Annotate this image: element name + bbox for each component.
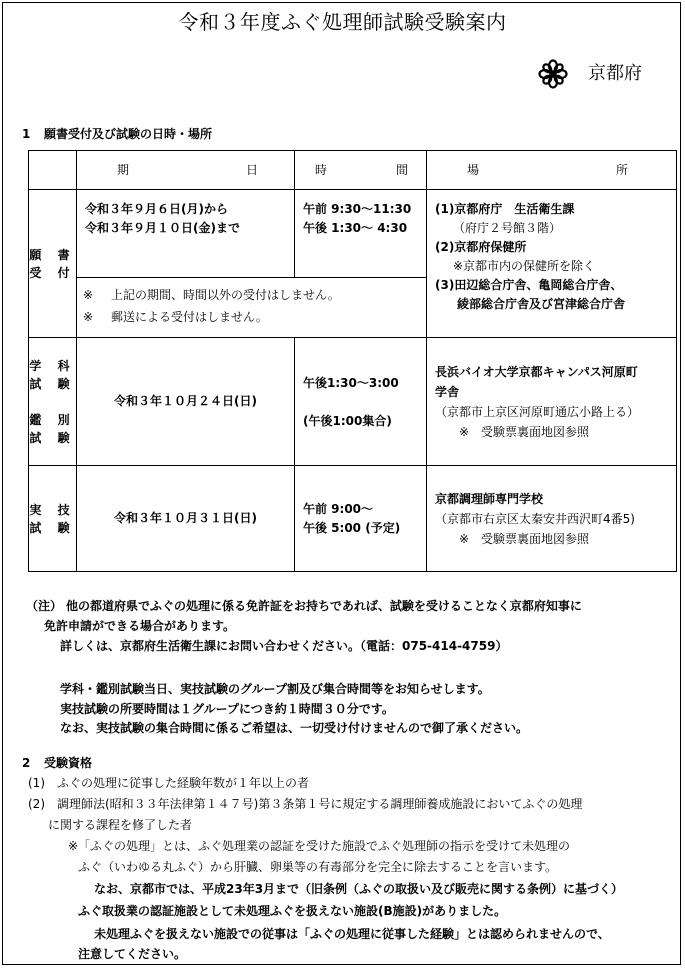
section-2-number: 2: [22, 756, 31, 770]
practical-times: 午前 9:00～ 午後 5:00 (予定): [295, 466, 427, 572]
table-row-application: [29, 190, 677, 278]
application-notes: ※ 上記の期間、時間以外の受付はしません。 ※ 郵送による受付はしません。: [77, 278, 427, 338]
header-place: 場 所: [427, 151, 677, 190]
header-time: 時 間: [295, 151, 427, 190]
qualification-item: (2) 調理師法(昭和３３年法律第１４７号)第３条第１号に規定する調理師養成施設においてふぐの処理: [28, 797, 583, 811]
organization-name: 京都府: [588, 63, 642, 84]
qualification-item: (1) ふぐの処理に従事した経験年数が１年以上の者: [28, 776, 310, 790]
header-date: 期 日: [77, 151, 295, 190]
practical-places: 京都調理師専門学校 （京都市右京区太秦安井西沢町4番5) ※ 受験票裏面地図参照: [427, 466, 677, 572]
kyoto-emblem-icon: [538, 59, 568, 89]
written-places: 長浜バイオ大学京都キャンパス河原町 学舎 （京都市上京区河原町通広小路上る） ※ 受験票裏面地図参照: [427, 338, 677, 466]
document-title: 令和３年度ふぐ処理師試験受験案内: [178, 10, 507, 34]
written-date: 令和３年１０月２４日(日): [77, 338, 295, 466]
section-1-number: 1: [22, 127, 31, 141]
row-label-practical: 実 技 試 験: [29, 466, 77, 572]
row-label-written: 学 科 試 験 鑑 別 試 験: [29, 338, 77, 466]
application-times: 午前 9:30～11:30 午後 1:30～ 4:30: [295, 190, 427, 278]
notice-line: なお、実技試験の集合時間に係るご希望は、一切受け付けませんので御了承ください。: [60, 721, 529, 735]
table-row-written: [29, 338, 677, 466]
section-2-heading: [22, 754, 92, 771]
application-places: (1)京都府庁 生活衛生課 （府庁２号館３階） (2)京都府保健所 ※京都市内の保健所を除く (3)田辺総合庁舎、亀岡総合庁舎、 綾部総合庁舎及び宮津総合庁舎: [427, 190, 677, 338]
schedule-table: [28, 150, 677, 572]
section-1-title: 願書受付及び試験の日時・場所: [44, 127, 213, 141]
notice-line: 免許申請ができる場合があります。: [44, 619, 236, 633]
qualification-note: なお、京都市では、平成23年3月まで（旧条例（ふぐの取扱い及び販売に関する条例）に基づく）: [94, 882, 624, 896]
qualification-note: ※「ふぐの処理」とは、ふぐ処理業の認証を受けた施設でふぐ処理師の指示を受けて未処理の: [68, 839, 571, 853]
notice-mark: （注）: [26, 599, 63, 613]
practical-date: 令和３年１０月３１日(日): [77, 466, 295, 572]
qualification-item: に関する課程を修了した者: [48, 818, 193, 832]
notice-line: 詳しくは、京都府生活衛生課にお問い合わせください。（電話：075-414-4759）: [60, 639, 508, 653]
qualification-note: ふぐ取扱業の認証施設として未処理ふぐを扱えない施設(B施設)がありました。: [78, 904, 507, 918]
notice-line: 他の都道府県でふぐの処理に係る免許証をお持ちであれば、試験を受けることなく京都府知事に: [66, 599, 582, 613]
written-times: 午後1:30～3:00 (午後1:00集合): [295, 338, 427, 466]
table-row-practical: [29, 466, 677, 572]
table-header-row: [29, 151, 677, 190]
application-dates: 令和３年９月６日(月)から 令和３年９月１０日(金)まで: [77, 190, 295, 278]
section-2-title: 受験資格: [44, 756, 93, 770]
section-1-heading: [22, 125, 212, 142]
qualification-note: ふぐ（いわゆる丸ふぐ）から肝臓、卵巣等の有毒部分を完全に除去することを言います。: [78, 860, 558, 874]
notice-line: 実技試験の所要時間は１グループにつき約１時間３０分です。: [60, 702, 394, 716]
notice-line: 学科・鑑別試験当日、実技試験のグループ割及び集合時間等をお知らせします。: [60, 682, 490, 696]
row-label-application: 願 書 受 付: [29, 190, 77, 338]
qualification-note: 注意してください。: [78, 947, 187, 961]
qualification-note: 未処理ふぐを扱えない施設での従事は「ふぐの処理に従事した経験」とは認められませんので、: [94, 927, 610, 941]
header-blank: [29, 151, 77, 190]
